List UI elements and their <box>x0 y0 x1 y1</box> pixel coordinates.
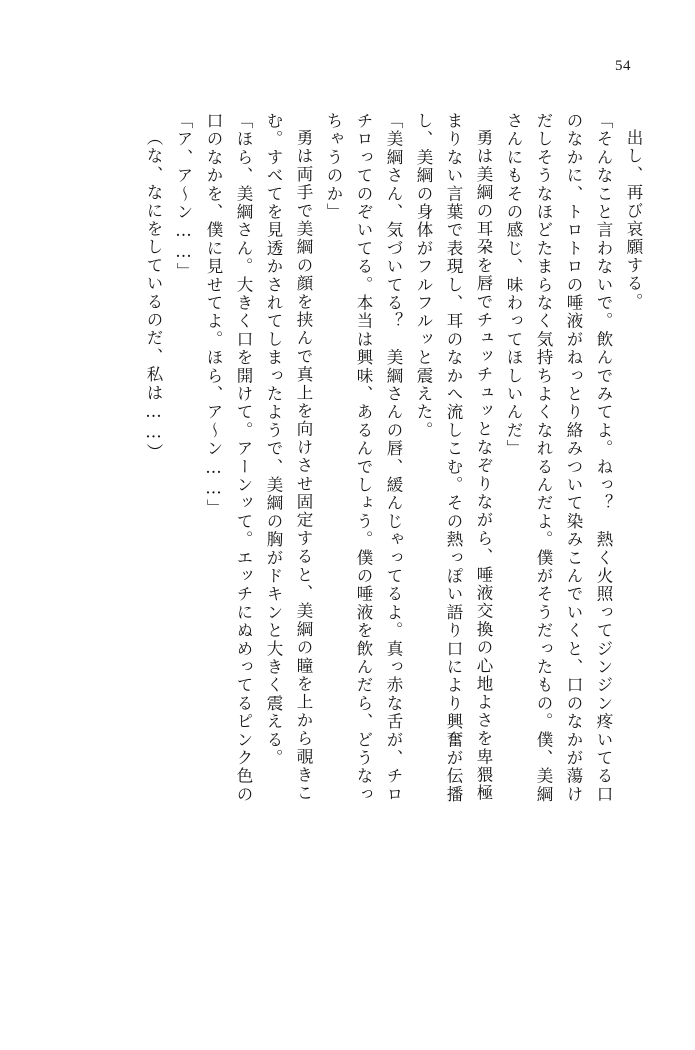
text-column: し、美綱の身体がフルフルッと震えた。 <box>414 112 433 440</box>
text-column: ちゃうのか」 <box>324 112 343 222</box>
body-text-columns <box>54 112 641 992</box>
text-column: のなかに、トロトロの唾液がねっとり絡みついて染みこんでいくと、口のなかが蕩け <box>564 112 583 804</box>
text-column: まりない言葉で表現し、耳のなかへ流しこむ。その熱っぽい語り口により興奮が伝播 <box>444 112 463 804</box>
text-column: 勇は両手で美綱の顔を挟んで真上を向けさせ固定すると、美綱の瞳を上から覗きこ <box>294 129 313 803</box>
text-column: だしそうなほどたまらなく気持ちよくなれるんだよ。僕がそうだったもの。僕、美綱 <box>534 112 553 804</box>
page-number: 54 <box>615 58 631 74</box>
text-column: さんにもその感じ、味わってほしいんだ」 <box>504 112 523 458</box>
text-column: 「そんなこと言わないで。飲んでみてよ。ねっ？ 熱く火照ってジンジン疼いてる口 <box>594 112 613 804</box>
text-column: 勇は美綱の耳朶を唇でチュッチュッとなぞりながら、唾液交換の心地よさを卑猥極 <box>474 129 493 803</box>
text-column: 「ほら、美綱さん。大きく口を開けて。アーンッて。エッチにぬめってるピンク色の <box>234 112 253 804</box>
text-column: 「美綱さん、気づいてる？ 美綱さんの唇、緩んじゃってるよ。真っ赤な舌が、チロ <box>384 112 403 804</box>
text-column: む。すべてを見透かされてしまったようで、美綱の胸がドキンと大きく震える。 <box>264 112 283 768</box>
text-column: 「ア、ア～ン……」 <box>174 112 193 281</box>
text-column: 出し、再び哀願する。 <box>624 129 643 311</box>
text-column: （な、なにをしているのだ、私は……） <box>144 129 163 462</box>
text-column: チロってのぞいてる。本当は興味、あるんでしょう。僕の唾液を飲んだら、どうなっ <box>354 112 373 804</box>
text-column: 口のなかを、僕に見せてよ。ほら、ア～ン……」 <box>204 112 223 518</box>
